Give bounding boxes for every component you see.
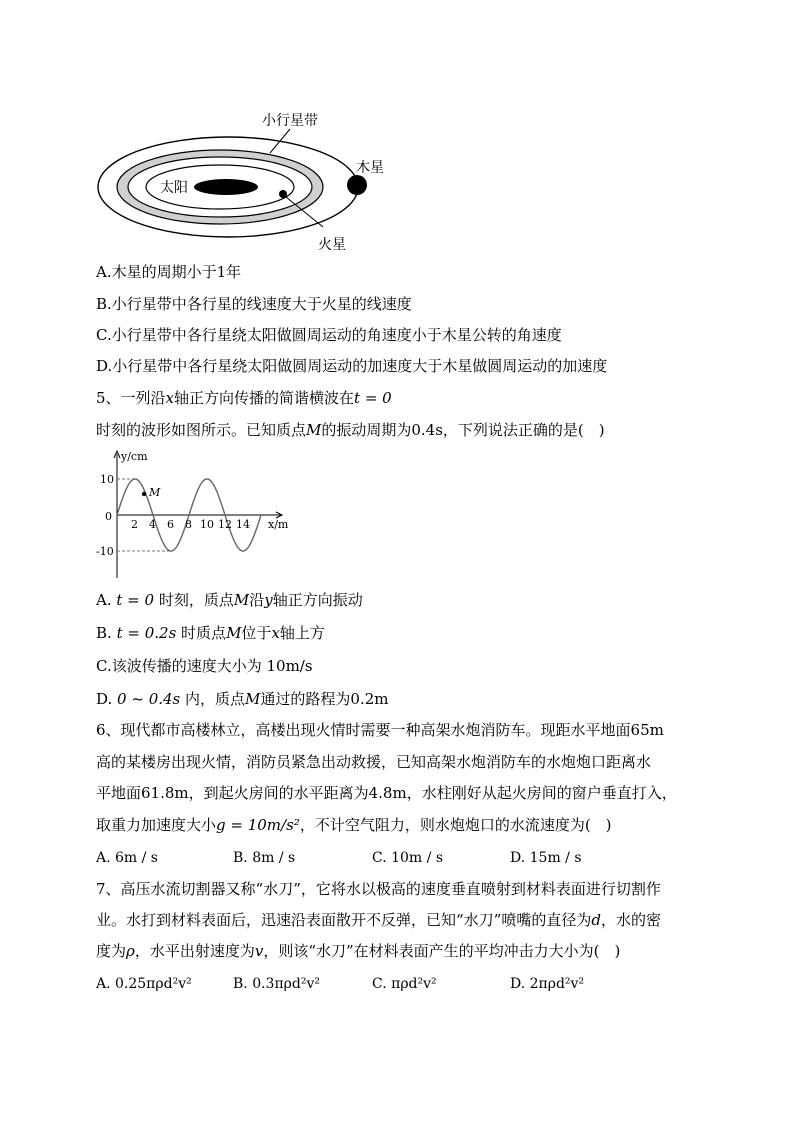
q6-option-a: A. 6m / s xyxy=(96,850,158,866)
q7-option-d: D. 2πρd²v² xyxy=(510,976,585,992)
q6-option-c: C. 10m / s xyxy=(372,850,444,866)
mars xyxy=(279,190,287,198)
q5-option-b: B. t = 0.2s 时质点M位于x轴上方 xyxy=(96,624,325,642)
x-axis-label: x/m xyxy=(268,518,289,531)
label-asteroid-belt: 小行星带 xyxy=(262,113,318,129)
x-tick-8: 8 xyxy=(185,518,192,531)
q6-stem-line2: 高的某楼房出现火情，消防员紧急出动救援，已知高架水炮消防车的水炮炮口距离水 xyxy=(96,753,652,771)
q6-stem-line3: 平地面61.8m，到起火房间的水平距离为4.8m，水柱刚好从起火房间的窗户垂直打入， xyxy=(96,784,677,802)
q6-option-d: D. 15m / s xyxy=(510,850,582,866)
q5-stem-line1: 5、一列沿x轴正方向传播的简谐横波在t = 0 xyxy=(96,389,392,407)
q6-stem-line4: 取重力加速度大小g = 10m/s²，不计空气阻力，则水炮炮口的水流速度为( ) xyxy=(96,816,612,834)
x-tick-12: 12 xyxy=(218,518,232,531)
y-tick-neg10: -10 xyxy=(96,545,114,558)
q4-option-a: A.木星的周期小于1年 xyxy=(96,263,242,281)
y-axis-label: y/cm xyxy=(121,450,148,463)
belt-pointer xyxy=(270,129,290,153)
label-sun: 太阳 xyxy=(160,180,188,196)
q4-option-d: D.小行星带中各行星绕太阳做圆周运动的加速度大于木星做圆周运动的加速度 xyxy=(96,357,608,375)
wave-graph xyxy=(96,448,296,583)
x-tick-2: 2 xyxy=(131,518,138,531)
q5-option-d: D. 0 ~ 0.4s 内，质点M通过的路程为0.2m xyxy=(96,690,389,708)
x-tick-14: 14 xyxy=(236,518,250,531)
sun xyxy=(194,179,258,195)
q7-option-c: C. πρd²v² xyxy=(372,976,437,992)
q4-option-b: B.小行星带中各行星的线速度大于火星的线速度 xyxy=(96,295,412,313)
label-mars: 火星 xyxy=(318,237,346,253)
q7-option-b: B. 0.3πρd²v² xyxy=(233,976,320,992)
q5-option-a: A. t = 0 时刻，质点M沿y轴正方向振动 xyxy=(96,591,363,609)
origin-label: 0 xyxy=(105,510,112,523)
point-m xyxy=(142,492,146,496)
q7-stem-line1: 7、高压水流切割器又称“水刀”，它将水以极高的速度垂直喷射到材料表面进行切割作 xyxy=(96,880,661,898)
q4-option-c: C.小行星带中各行星绕太阳做圆周运动的角速度小于木星公转的角速度 xyxy=(96,326,562,344)
point-m-label: M xyxy=(149,486,161,499)
q5-option-c: C.该波传播的速度大小为 10m/s xyxy=(96,657,313,675)
orbit-diagram xyxy=(90,105,400,255)
x-tick-4: 4 xyxy=(149,518,156,531)
jupiter xyxy=(347,175,367,195)
q7-stem-line2: 业。水打到材料表面后，迅速沿表面散开不反弹，已知“水刀”喷嘴的直径为d，水的密 xyxy=(96,911,661,929)
y-tick-10: 10 xyxy=(100,473,114,486)
label-jupiter: 木星 xyxy=(356,160,384,176)
q7-stem-line3: 度为ρ，水平出射速度为v，则该“水刀”在材料表面产生的平均冲击力大小为( ) xyxy=(96,942,621,960)
q6-option-b: B. 8m / s xyxy=(233,850,296,866)
x-tick-6: 6 xyxy=(167,518,174,531)
q7-option-a: A. 0.25πρd²v² xyxy=(96,976,192,992)
q5-stem-line2: 时刻的波形如图所示。已知质点M的振动周期为0.4s，下列说法正确的是( ) xyxy=(96,421,605,439)
q6-stem-line1: 6、现代都市高楼林立，高楼出现火情时需要一种高架水炮消防车。现距水平地面65m xyxy=(96,721,664,739)
x-tick-10: 10 xyxy=(200,518,214,531)
